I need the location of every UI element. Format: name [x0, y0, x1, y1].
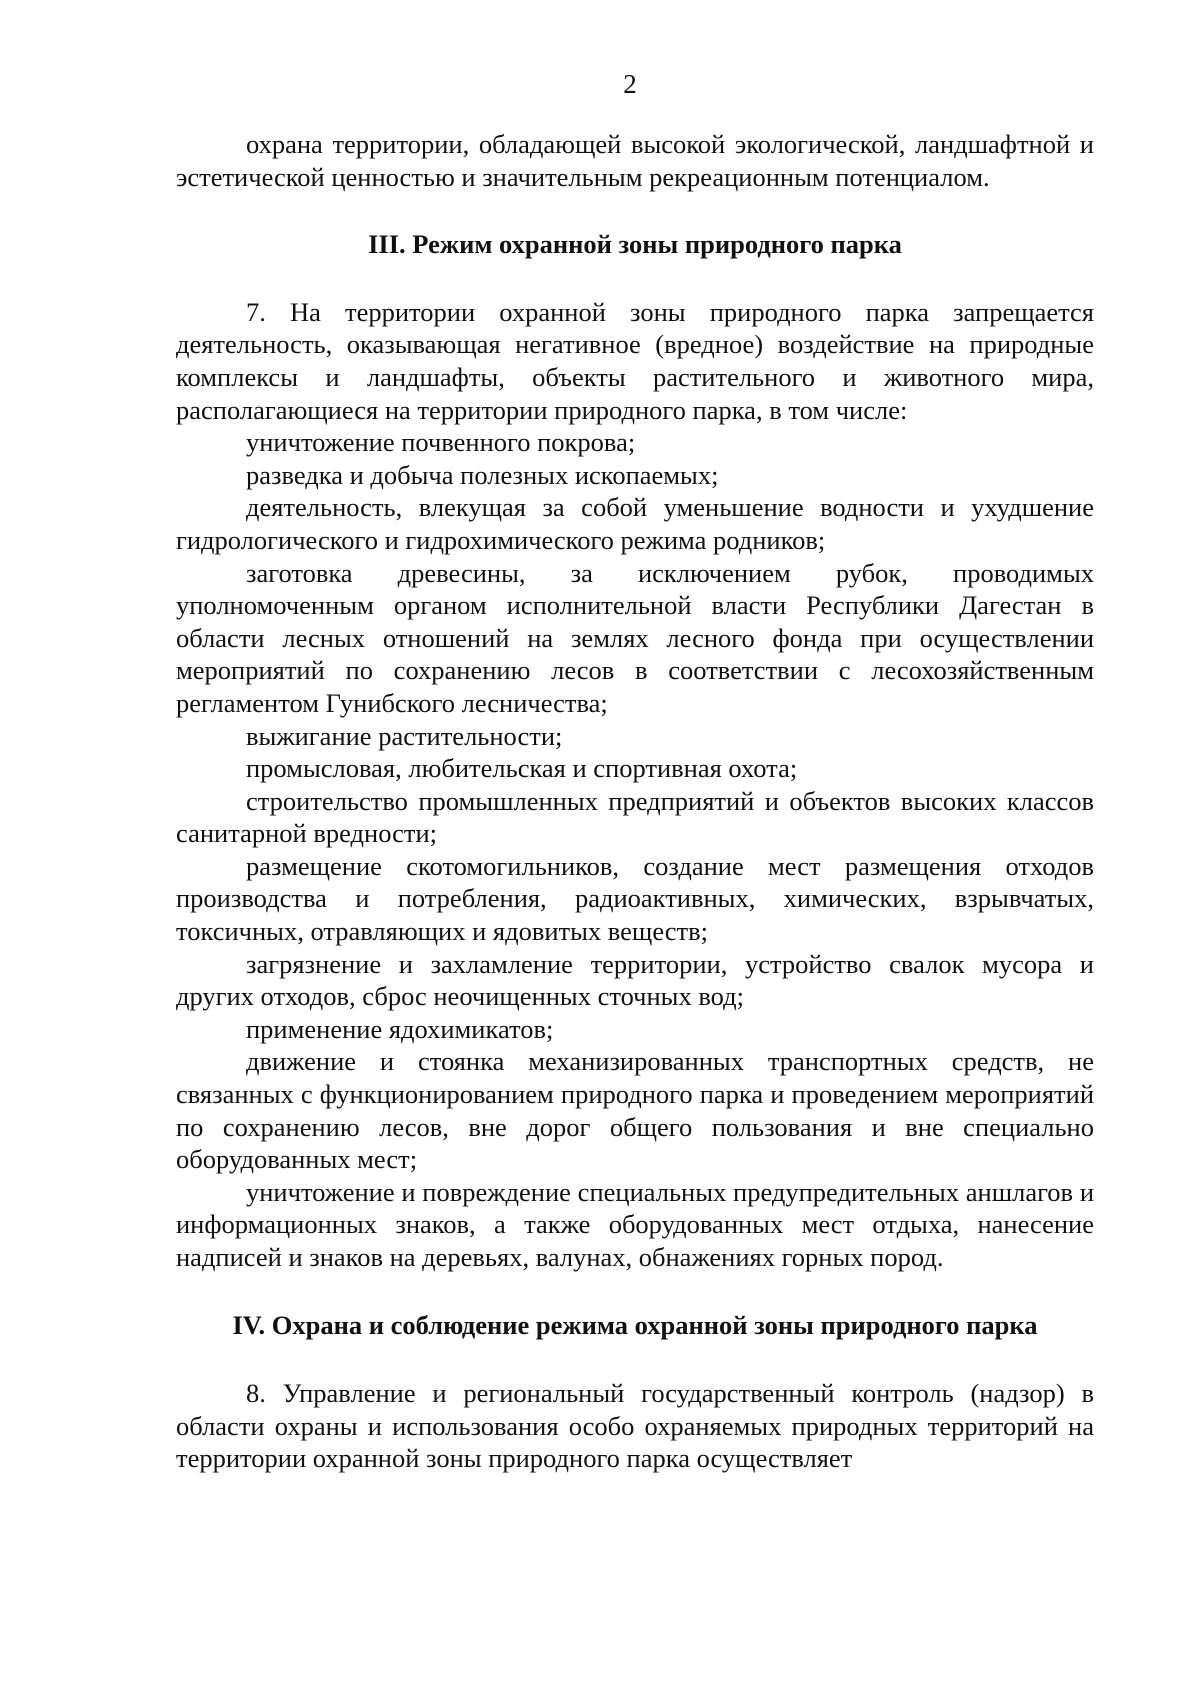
list-item: промысловая, любительская и спортивная охота;: [246, 753, 798, 784]
list-item: загрязнение и захламление территории, устройство свалок мусора и других отходов, сброс неочищенных сточных вод;: [176, 948, 1094, 1012]
list-item: уничтожение почвенного покрова;: [246, 427, 636, 458]
document-body: [176, 128, 1094, 1475]
paragraph-7: 7. На территории охранной зоны природного парка запрещается деятельность, оказывающая негативное (вредное) воздействие на природные комплексы и ландшафты, объекты растительного и животного мира, располагающиеся на территории природного парка, в том числе:: [176, 296, 1094, 425]
list-item: деятельность, влекущая за собой уменьшение водности и ухудшение гидрологического и гидрохимического режима родников;: [176, 492, 1094, 555]
list-item: строительство промышленных предприятий и объектов высоких классов санитарной вредности;: [176, 785, 1094, 849]
list-item: движение и стоянка механизированных транспортных средств, не связанных с функционированием природного парка и проведением мероприятий по сохранению лесов, вне дорог общего пользования и вне специально оборудованных мест;: [176, 1046, 1094, 1175]
list-item: размещение скотомогильников, создание мест размещения отходов производства и потребления, радиоактивных, химических, взрывчатых, токсичных, отравляющих и ядовитых веществ;: [176, 850, 1094, 947]
list-item: применение ядохимикатов;: [246, 1013, 554, 1044]
list-item: уничтожение и повреждение специальных предупредительных аншлагов и информационных знаков, а также оборудованных мест отдыха, нанесение надписей и знаков на деревьях, валунах, обнажениях горных пород.: [176, 1176, 1094, 1272]
list-item: разведка и добыча полезных ископаемых;: [246, 459, 719, 490]
section-3-heading: III. Режим охранной зоны природного парка: [368, 229, 902, 260]
page-number: 2: [623, 69, 637, 99]
section-4-heading: IV. Охрана и соблюдение режима охранной зоны природного парка: [232, 1309, 1038, 1340]
paragraph-8: 8. Управление и региональный государственный контроль (надзор) в области охраны и использования особо охраняемых природных территорий на территории охранной зоны природного парка осуществляет: [176, 1378, 1094, 1474]
list-item: заготовка древесины, за исключением рубок, проводимых уполномоченным органом исполнительной власти Республики Дагестан в области лесных отношений на землях лесного фонда при осуществлении мероприятий по сохранению лесов в соответствии с лесохозяйственным регламентом Гунибского лесничества;: [176, 557, 1094, 718]
list-item: выжигание растительности;: [246, 720, 563, 751]
intro-paragraph: охрана территории, обладающей высокой экологической, ландшафтной и эстетической ценностью и значительным рекреационным потенциалом.: [176, 129, 1094, 192]
